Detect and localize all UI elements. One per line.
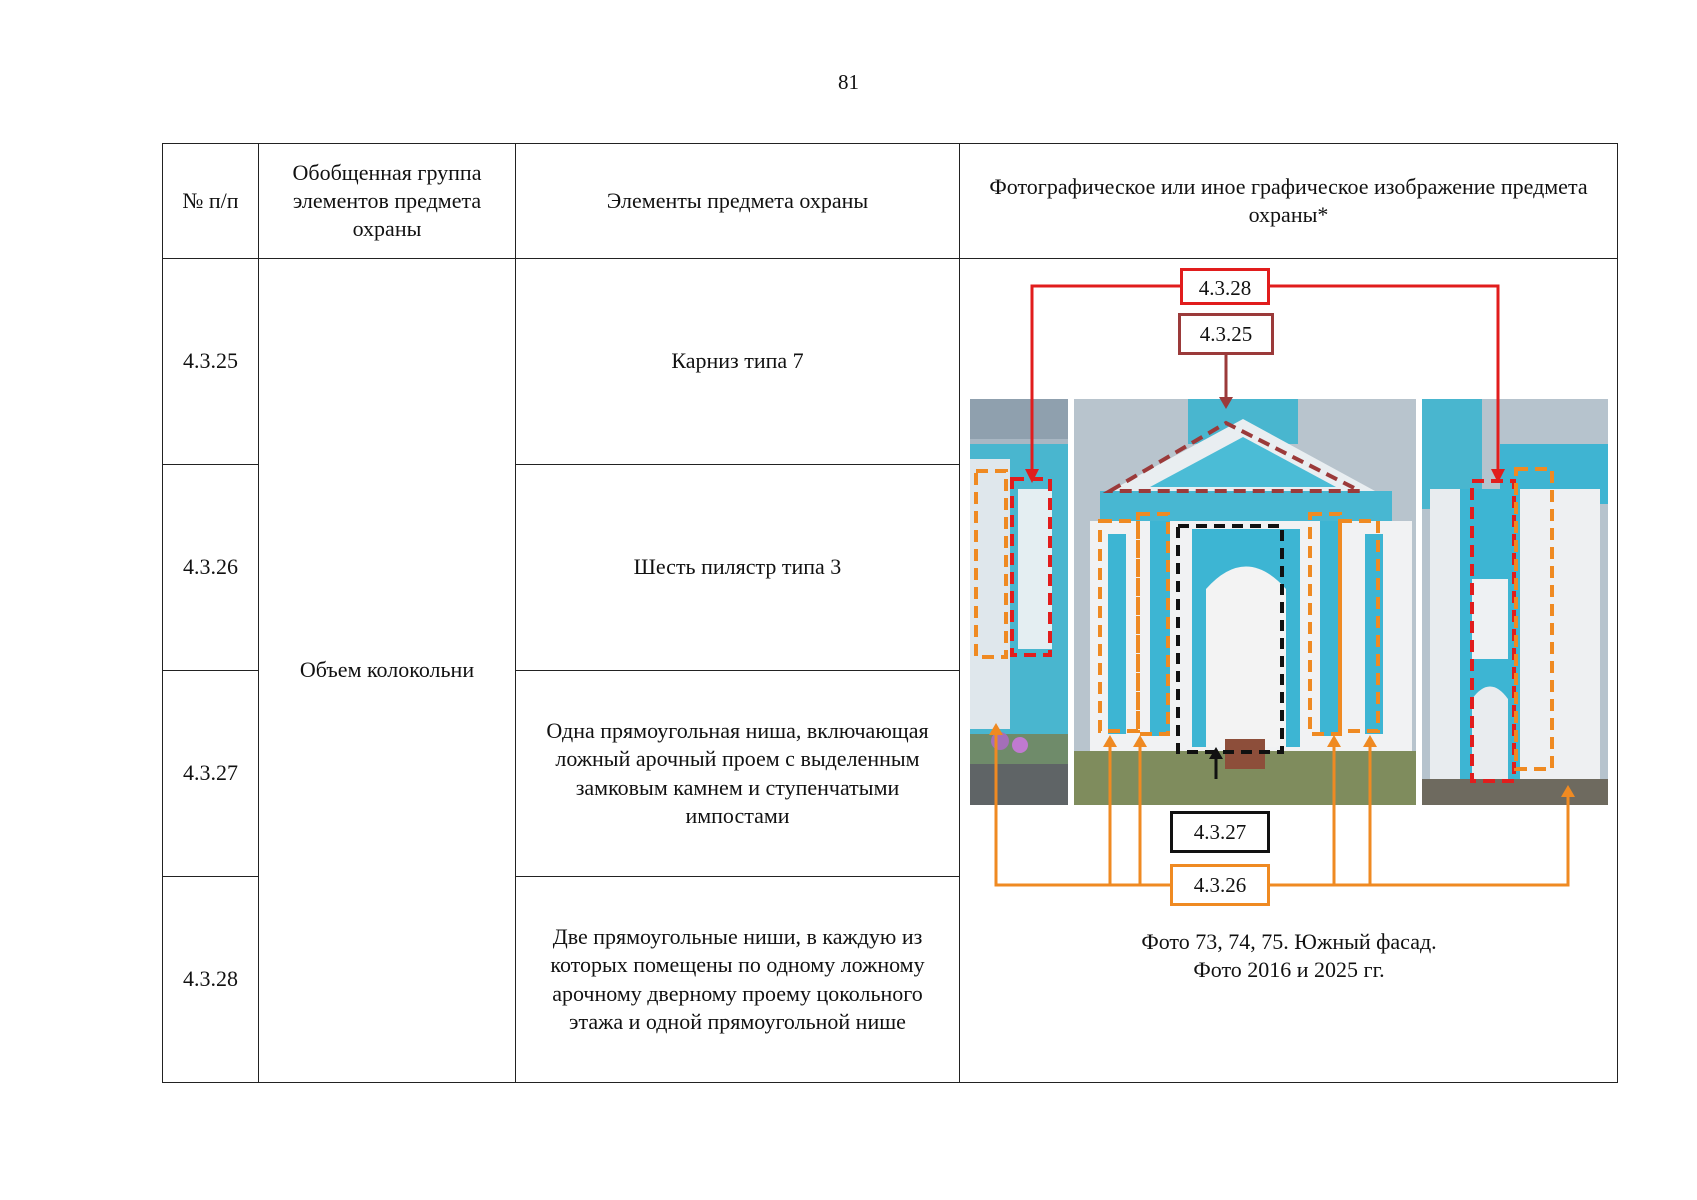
label-4-3-25: 4.3.25 [1178,313,1274,355]
photo-left [970,399,1068,805]
row-element: Карниз типа 7 [516,259,960,465]
row-number: 4.3.27 [163,671,259,877]
row-number: 4.3.28 [163,877,259,1083]
label-4-3-26: 4.3.26 [1170,864,1270,906]
header-image: Фотографическое или иное графическое изображение предмета охраны* [960,144,1618,259]
row-element: Две прямоугольные ниши, в каждую из которых помещены по одному ложному арочному дверному проему цокольного этажа и одной прямоугольной нише [516,877,960,1083]
header-group: Обобщенная группа элементов предмета охраны [259,144,516,259]
header-number: № п/п [163,144,259,259]
label-4-3-27: 4.3.27 [1170,811,1270,853]
group-cell: Объем колокольни [259,259,516,1083]
facade-figure [960,259,1618,1081]
row-element: Шесть пилястр типа 3 [516,465,960,671]
table-header-row [163,144,1618,259]
caption-line-1: Фото 73, 74, 75. Южный фасад. [1141,929,1437,954]
table-row [163,259,1618,465]
row-element: Одна прямоугольная ниша, включающая ложный арочный проем с выделенным замковым камнем и ступенчатыми импостами [516,671,960,877]
photo-cell [960,259,1618,1083]
row-number: 4.3.25 [163,259,259,465]
figure-caption [960,928,1618,984]
caption-line-2: Фото 2016 и 2025 гг. [1193,957,1385,983]
header-elements: Элементы предмета охраны [516,144,960,259]
protection-elements-table [162,143,1618,1083]
page-number: 81 [838,70,859,94]
label-4-3-28: 4.3.28 [1180,268,1270,305]
row-number: 4.3.26 [163,465,259,671]
